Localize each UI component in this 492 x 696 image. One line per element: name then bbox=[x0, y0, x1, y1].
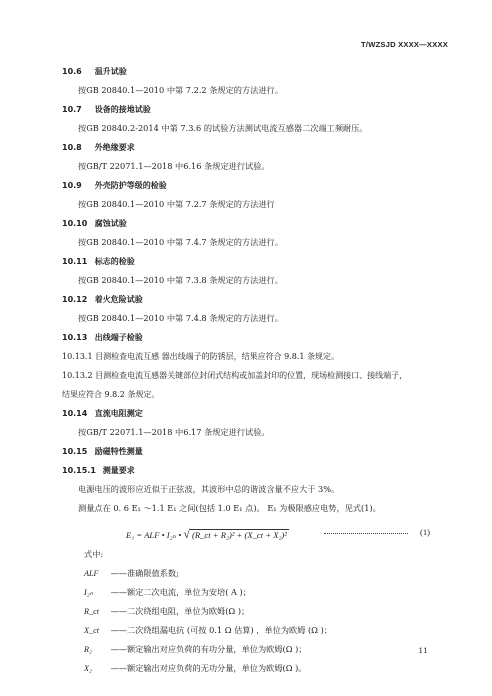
section-number: 10.15.1 bbox=[62, 466, 96, 475]
section-body: 按GB/T 22071.1—2018 中6.16 条规定进行试验。 bbox=[78, 161, 270, 171]
section-title: 腐蚀试验 bbox=[94, 219, 127, 228]
section-number: 10.6 bbox=[62, 67, 82, 76]
formula-radicand: (R_ct + R₂)² + (X_ct + X₂)² bbox=[192, 530, 287, 540]
section-body: 按GB 20840.1—2010 中第 7.2.7 条规定的方法进行 bbox=[78, 199, 275, 209]
document-code: T/WZSJD XXXX—XXXX bbox=[361, 40, 448, 49]
symbol-definition bbox=[84, 569, 446, 579]
section-heading-10-7 bbox=[62, 105, 446, 115]
page-number: 11 bbox=[418, 646, 428, 655]
section-body: 按GB 20840.1—2010 中第 7.2.2 条规定的方法进行。 bbox=[78, 85, 283, 95]
section-title: 外绝缘要求 bbox=[94, 143, 135, 152]
section-number: 10.12 bbox=[62, 295, 88, 304]
symbol-definition bbox=[84, 607, 446, 617]
section-heading-10-13 bbox=[62, 333, 446, 343]
section-title: 出线端子检验 bbox=[94, 333, 143, 342]
section-title: 标志的检验 bbox=[94, 257, 135, 266]
section-number: 10.15 bbox=[62, 447, 88, 456]
section-body: 按GB 20840.1—2010 中第 7.4.7 条规定的方法进行。 bbox=[78, 237, 283, 247]
formula-expression bbox=[126, 527, 289, 541]
section-title: 温升试验 bbox=[94, 67, 127, 76]
section-heading-10-15-1 bbox=[62, 466, 446, 476]
symbol: X₂ bbox=[84, 663, 92, 673]
symbol: I₂ₙ bbox=[84, 587, 93, 597]
section-heading-10-9 bbox=[62, 181, 446, 191]
section-body: 按GB 20840.2-2014 中第 7.3.6 的试验方法测试电流互感器二次端工频耐压。 bbox=[78, 123, 368, 133]
paragraph-waveform: 电源电压的波形应近似于正弦波，其波形中总的谐波含量不应大于 3%。 bbox=[78, 484, 340, 494]
section-body: 按GB/T 22071.1—2018 中6.17 条规定进行试验。 bbox=[78, 427, 270, 437]
item-10-13-2-line2: 结果应符合 9.8.2 条规定。 bbox=[62, 390, 160, 399]
section-heading-10-8 bbox=[62, 143, 446, 153]
section-title: 励磁特性测量 bbox=[94, 447, 143, 456]
section-title: 着火危险试验 bbox=[94, 295, 143, 304]
symbol-description: ——二次绕组电阻，单位为欧姆(Ω )； bbox=[110, 605, 250, 616]
section-number: 10.11 bbox=[62, 257, 88, 266]
section-title: 设备的接地试验 bbox=[94, 105, 151, 114]
symbol-description: ——额定输出对应负荷的有功分量，单位为欧姆(Ω )； bbox=[110, 643, 307, 654]
symbol-description: ——二次绕组漏电抗 (可按 0.1 Ω 估算) ，单位为欧姆 (Ω )； bbox=[110, 624, 332, 635]
section-heading-10-12 bbox=[62, 295, 446, 305]
main-content bbox=[62, 67, 446, 683]
formula-1 bbox=[62, 523, 446, 543]
section-body: 按GB 20840.1—2010 中第 7.4.8 条规定的方法进行。 bbox=[78, 313, 283, 323]
item-10-13-2-line1: 10.13.2 目测检查电流互感器关键部位封闭式结构或加盖封印的位置，现场检测接口、接线端子， bbox=[62, 371, 408, 380]
section-body: 按GB 20840.1—2010 中第 7.3.8 条规定的方法进行。 bbox=[78, 275, 283, 285]
symbol-description: ——额定二次电流，单位为安培( A )； bbox=[110, 586, 251, 597]
symbol-definition bbox=[84, 664, 446, 674]
equation-number: (1) bbox=[420, 527, 431, 537]
symbol: R₂ bbox=[84, 644, 92, 654]
section-title: 测量要求 bbox=[102, 466, 135, 475]
section-number: 10.9 bbox=[62, 181, 82, 190]
where-label: 式中: bbox=[84, 549, 104, 559]
symbol: ALF bbox=[84, 568, 99, 578]
symbol-description: ——准确限值系数; bbox=[110, 567, 179, 578]
section-heading-10-10 bbox=[62, 219, 446, 229]
symbol: X_ct bbox=[84, 625, 100, 635]
sqrt-symbol: √ bbox=[183, 527, 191, 541]
item-10-13-1: 10.13.1 目测检查电流互感 器出线端子的防锈层，结果应符合 9.8.1 条规定。 bbox=[62, 352, 340, 361]
symbol: R_ct bbox=[84, 606, 100, 616]
section-number: 10.13 bbox=[62, 333, 88, 342]
section-number: 10.8 bbox=[62, 143, 82, 152]
symbol-description: ——额定输出对应负荷的无功分量，单位为欧姆(Ω )。 bbox=[110, 662, 307, 673]
symbol-definition bbox=[84, 645, 446, 655]
section-number: 10.7 bbox=[62, 105, 82, 114]
symbol-definition bbox=[84, 588, 446, 598]
formula-lhs: E₁ = ALF • I₂ₙ • bbox=[126, 530, 182, 540]
symbol-definition bbox=[84, 626, 446, 636]
section-heading-10-11 bbox=[62, 257, 446, 267]
section-number: 10.10 bbox=[62, 219, 88, 228]
paragraph-measurement-points: 测量点在 0. 6 E₁ ～1.1 E₁ 之间(包括 1.0 E₁ 点)。 E₁ 为极限感应电势，见式(1)。 bbox=[78, 503, 381, 513]
section-heading-10-6 bbox=[62, 67, 446, 77]
section-heading-10-14 bbox=[62, 409, 446, 419]
section-title: 外壳防护等级的检验 bbox=[94, 181, 167, 190]
leader-dots bbox=[324, 533, 408, 534]
section-heading-10-15 bbox=[62, 447, 446, 457]
section-title: 直流电阻测定 bbox=[94, 409, 143, 418]
section-number: 10.14 bbox=[62, 409, 88, 418]
